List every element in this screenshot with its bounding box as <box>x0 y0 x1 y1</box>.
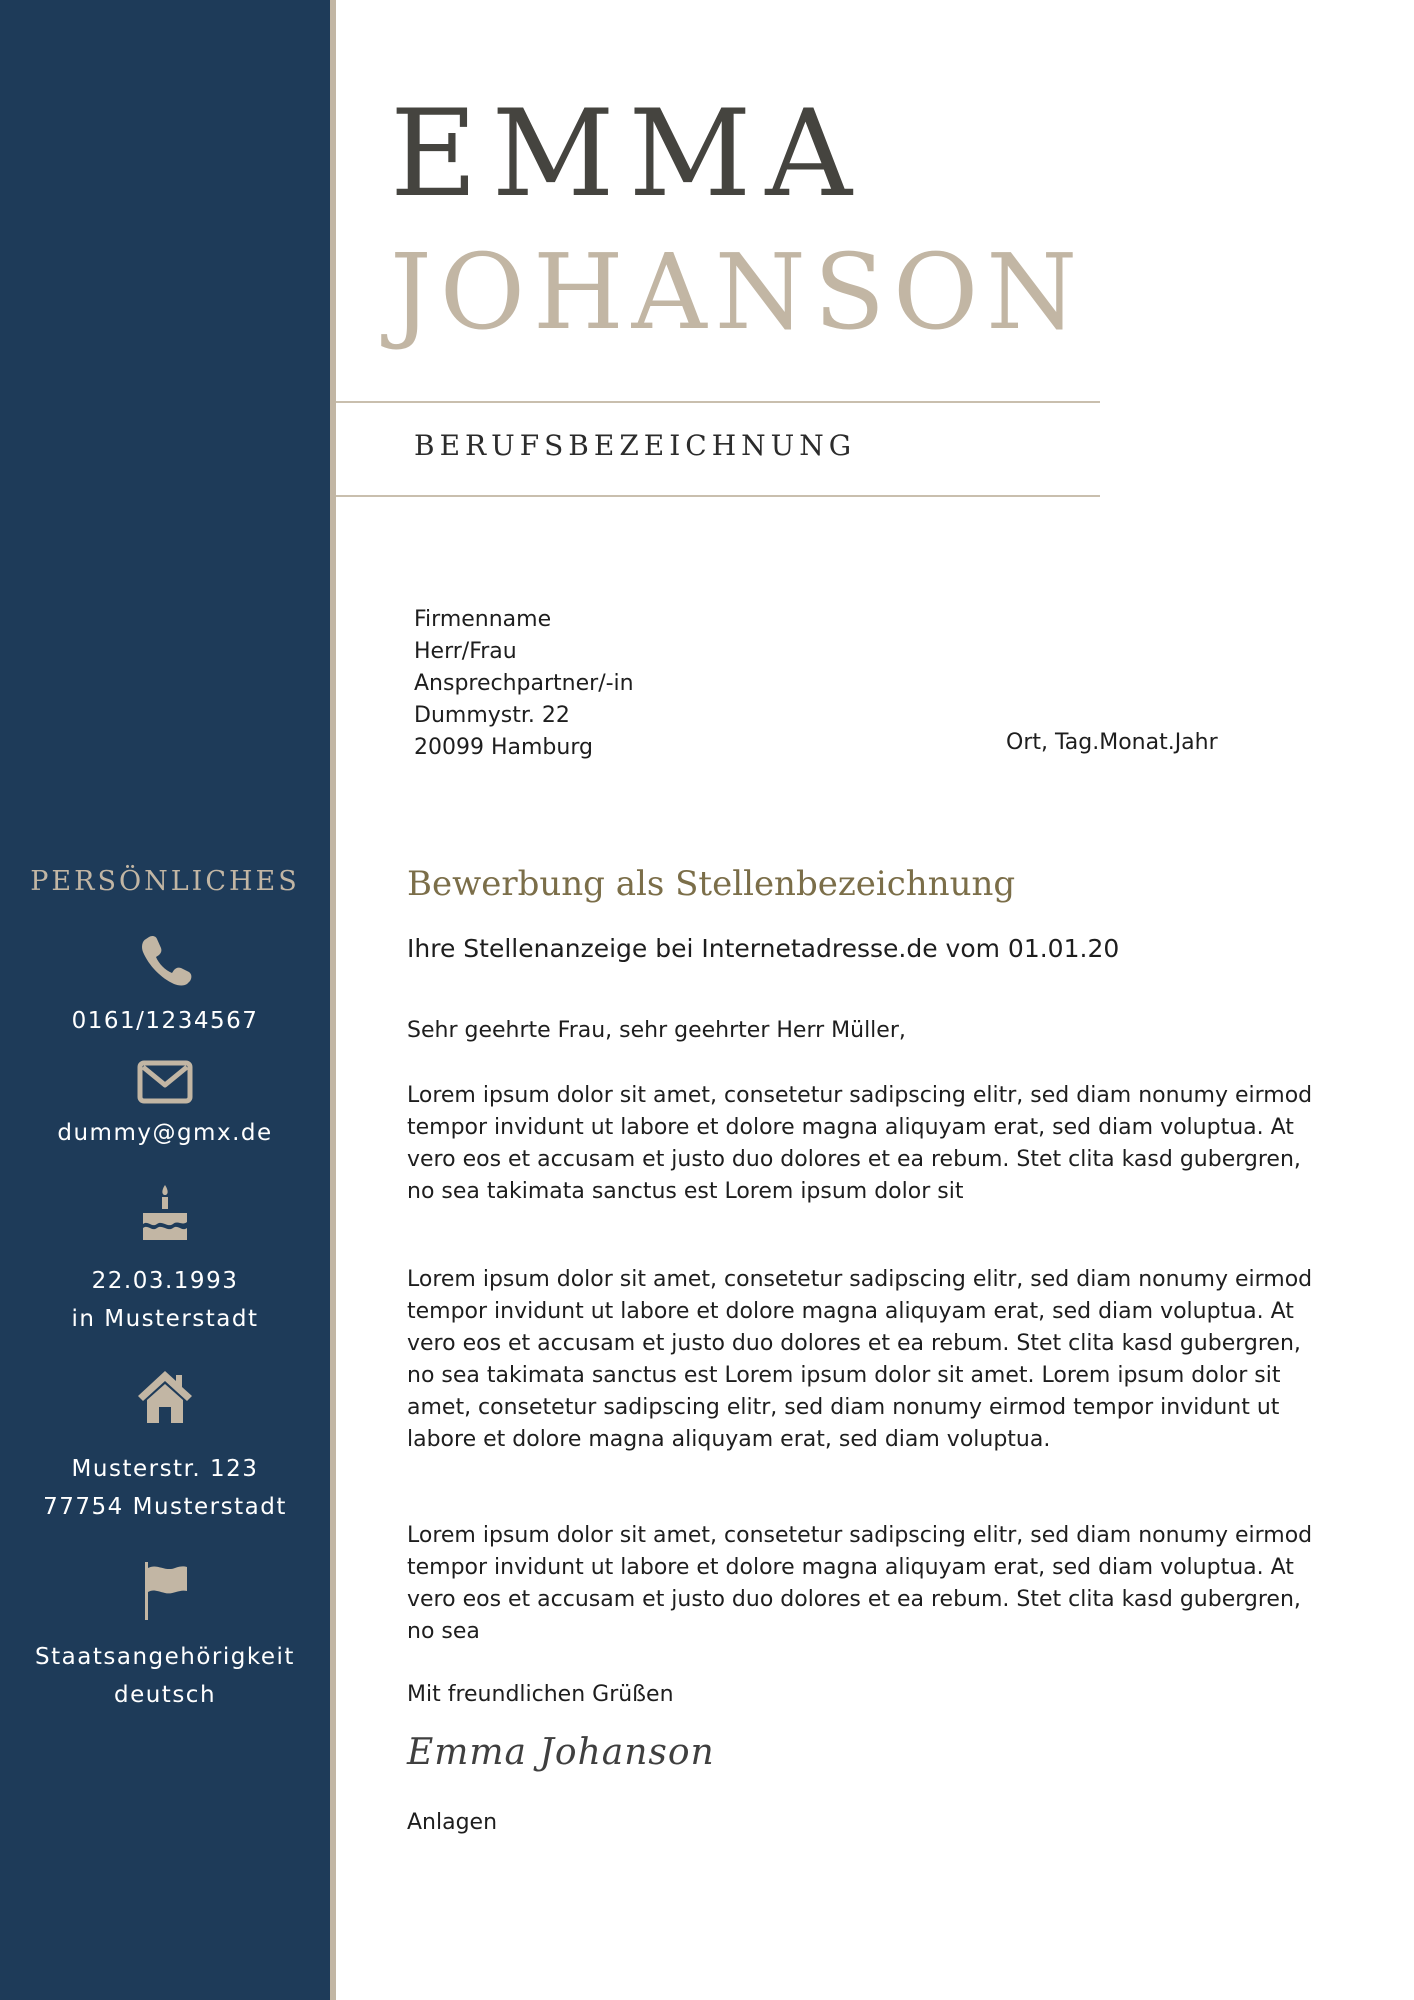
recipient-contact: Ansprechpartner/-in <box>414 671 634 696</box>
last-name: JOHANSON <box>390 231 1086 353</box>
enclosures: Anlagen <box>407 1810 498 1835</box>
phone-number: 0161/1234567 <box>71 1008 259 1034</box>
recipient-company: Firmenname <box>414 607 552 632</box>
birthday-cake-icon <box>135 1182 195 1242</box>
address-street: Musterstr. 123 <box>71 1456 259 1482</box>
nationality-label: Staatsangehörigkeit <box>35 1644 295 1670</box>
recipient-city: 20099 Hamburg <box>414 735 593 760</box>
flag-icon <box>135 1560 195 1620</box>
personal-heading: PERSÖNLICHES <box>30 866 300 897</box>
sidebar-edge-divider <box>330 0 336 2000</box>
letter-closing: Mit freundlichen Grüßen <box>407 1682 674 1707</box>
house-icon <box>135 1366 195 1426</box>
letter-salutation: Sehr geehrte Frau, sehr geehrter Herr Müller, <box>407 1018 906 1043</box>
letter-paragraph-2: Lorem ipsum dolor sit amet, consetetur sadipscing elitr, sed diam nonumy eirmod tempor invidunt ut labore et dolore magna aliquyam erat, sed diam voluptua. At vero eos et accusam et justo duo dolores et ea rebum. Stet clita kasd gubergren, no sea takimata sanctus est Lorem ipsum dolor sit amet. Lorem ipsum dolor sit amet, consetetur sadipscing elitr, sed diam nonumy eirmod tempor invidunt ut labore et dolore magna aliquyam erat, sed diam voluptua. <box>407 1267 1313 1452</box>
nationality-value: deutsch <box>113 1682 217 1708</box>
title-rule-bottom <box>336 495 1100 497</box>
title-rule-top <box>336 401 1100 403</box>
birth-date: 22.03.1993 <box>91 1268 239 1294</box>
birth-place: in Musterstadt <box>71 1306 259 1332</box>
letter-paragraph-3: Lorem ipsum dolor sit amet, consetetur sadipscing elitr, sed diam nonumy eirmod tempor invidunt ut labore et dolore magna aliquyam erat, sed diam voluptua. At vero eos et accusam et justo duo dolores et ea rebum. Stet clita kasd gubergren, no sea <box>407 1523 1313 1644</box>
email-address: dummy@gmx.de <box>57 1120 273 1146</box>
recipient-street: Dummystr. 22 <box>414 703 570 728</box>
letter-subject: Bewerbung als Stellenbezeichnung <box>407 864 1016 904</box>
recipient-salutation-line: Herr/Frau <box>414 639 517 664</box>
envelope-icon <box>135 1052 195 1112</box>
signature: Emma Johanson <box>407 1732 715 1773</box>
place-date-line: Ort, Tag.Monat.Jahr <box>1006 730 1218 755</box>
letter-paragraph-1: Lorem ipsum dolor sit amet, consetetur sadipscing elitr, sed diam nonumy eirmod tempor invidunt ut labore et dolore magna aliquyam erat, sed diam voluptua. At vero eos et accusam et justo duo dolores et ea rebum. Stet clita kasd gubergren, no sea takimata sanctus est Lorem ipsum dolor sit <box>407 1083 1313 1204</box>
phone-icon <box>135 928 195 988</box>
recipient-address <box>414 604 634 764</box>
address-city: 77754 Musterstadt <box>43 1494 287 1520</box>
first-name: EMMA <box>390 85 866 224</box>
letter-reference: Ihre Stellenanzeige bei Internetadresse.de vom 01.01.20 <box>407 934 1120 963</box>
job-title: BERUFSBEZEICHNUNG <box>414 429 857 462</box>
